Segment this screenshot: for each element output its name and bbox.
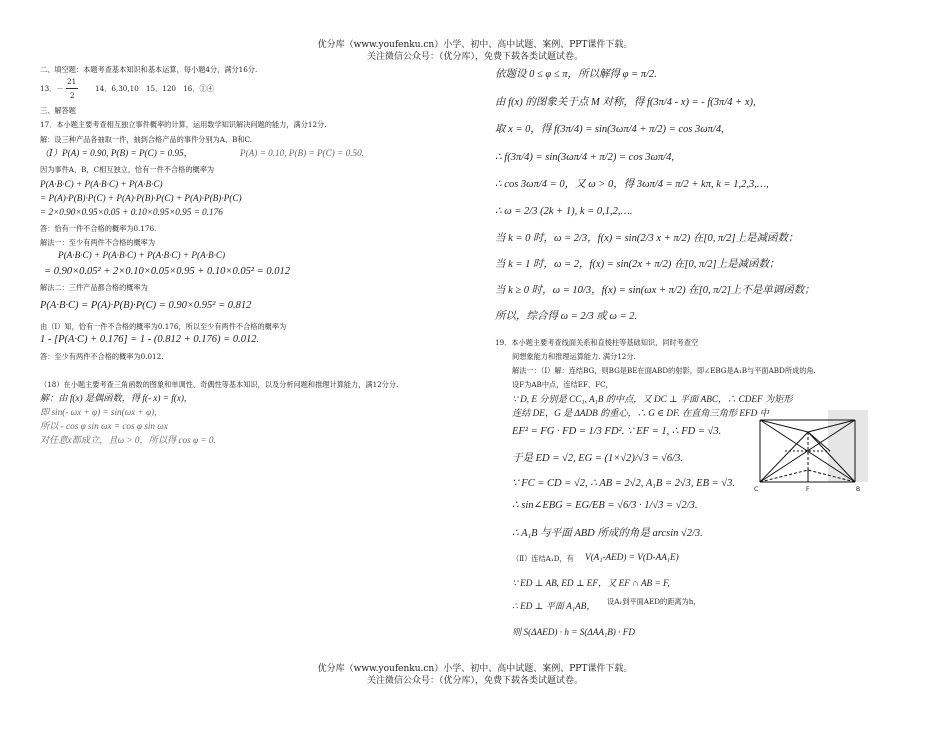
q19-line-5: EF² = FG · FD = 1/3 FD². ∵ EF = 1, ∴ FD = √3. [512, 426, 722, 437]
q17-independence: 因为事件A，B，C相互独立，恰有一件不合格的概率为 [40, 165, 215, 174]
q17-part1-complements: P(A) = 0.10, P(B) = P(C) = 0.50. [240, 148, 364, 158]
q17-eq-2: = P(A)·P(B)·P(C) + P(A)·P(B)·P(C) + P(A)·P(B)·P(C) [40, 193, 242, 203]
q17-from-part1-eq: 1 - [P(A·C) + 0.176] = 1 - (0.812 + 0.176) = 0.012. [40, 334, 260, 345]
figure-label-f: F [806, 486, 810, 492]
q18-intro: （18）在小题主要考查三角函数的图象和单调性、奇偶性等基本知识，以及分析问题和推理计算能力，满12分分. [40, 380, 399, 389]
figure-label-b: B [856, 486, 861, 492]
q19-line-12-eq: ∴ ED ⊥ 平面 A₁AB， [512, 601, 596, 611]
q17-method-1: 解法一：至少有两件不合格的概率为 [40, 238, 156, 247]
q17-eq-1: P(A·B·C) + P(A·B·C) + P(A·B·C) [40, 179, 163, 189]
right-line-1: 依题设 0 ≤ φ ≤ π，所以解得 φ = π/2. [495, 69, 657, 80]
q17-part1-probs: （Ⅰ）P(A) = 0.90, P(B) = P(C) = 0.95， [40, 148, 193, 158]
q17-solution-setup: 解：设三种产品各抽取一件，抽到合格产品的事件分别为A、B和C. [40, 135, 253, 144]
answer-13-label: 13．－ [40, 84, 64, 93]
q19-line-12-text: 设A₁到平面AED的距离为h， [607, 597, 701, 606]
q17-method-1-eq1: P(A·B·C) + P(A·B·C) + P(A·B·C) + P(A·B·C) [58, 250, 226, 260]
q19-line-8: ∴ sin∠EBG = EG/EB = √6/3 · 1/√3 = √2/3. [512, 500, 698, 511]
q17-answer-2: 答：至少有两件不合格的概率为0.012. [40, 352, 164, 361]
right-line-7: 当 k = 0 时，ω = 2/3，f(x) = sin(2/3 x + π/2) 在[0, π/2]上是减函数； [495, 233, 799, 244]
answer-13-numerator: 21 [67, 77, 77, 86]
q17-method-2-eq: P(A·B·C) = P(A)·P(B)·P(C) = 0.90×0.95² = 0.812 [40, 300, 252, 311]
footer-line-2: 关注微信公众号：（优分库），免费下载各类试题试卷。 [366, 676, 583, 686]
right-line-3: 取 x = 0，得 f(3π/4) = sin(3ωπ/4 + π/2) = cos 3ωπ/4, [495, 124, 724, 135]
right-line-5: ∴ cos 3ωπ/4 = 0，又 ω > 0，得 3ωπ/4 = π/2 + kπ, k = 1,2,3,…, [495, 179, 769, 190]
header-line-1: 优分库（www.youfenku.cn）小学、初中、高中试题、案例、PPT课件下载。 [317, 40, 633, 50]
q17-method-2: 解法二：三件产品都合格的概率为 [40, 283, 148, 292]
page-header [0, 39, 950, 63]
q19-line-7: ∵ FC = CD = √2, ∴ AB = 2√2, A₁B = 2√3, EB = √3. [512, 478, 735, 489]
right-line-2: 由 f(x) 的图象关于点 M 对称，得 f(3π/4 - x) = - f(3π/4 + x), [495, 97, 756, 108]
q17-intro: 17．本小题主要考查相互独立事件概率的计算，运用数学知识解决问题的能力，满分12分. [40, 120, 327, 129]
page-footer [0, 663, 950, 687]
figure-shading [828, 410, 868, 482]
q18-line-2: 即 sin(- ωx + φ) = sin(ωx + φ), [40, 407, 157, 417]
q19-line-10-text: （Ⅱ）连结A₁D，有 [512, 554, 574, 563]
q19-line-13: 则 S(ΔAED) · h = S(ΔAA₁B) · FD [512, 627, 635, 637]
right-line-6: ∴ ω = 2/3 (2k + 1), k = 0,1,2,…. [495, 206, 633, 217]
q19-line-9: ∴ A₁B 与平面 ABD 所成的角是 arcsin √2/3. [512, 528, 703, 539]
q19-intro-2: 间想象能力和推理运算能力. 满分12分. [512, 352, 636, 361]
q19-line-3: ∵ D, E 分别是 CC₁, A₁B 的中点，又 DC ⊥ 平面 ABC，∴ CDEF 为矩形 [512, 394, 793, 404]
q19-line-2: 设F为AB中点，连结EF、FC， [512, 380, 613, 389]
fraction-bar [66, 88, 78, 89]
q18-line-1: 解：由 f(x) 是偶函数，得 f(- x) = f(x), [40, 393, 187, 403]
right-line-9: 当 k ≥ 0 时，ω = 10/3，f(x) = sin(ωx + π/2) 在[0, π/2]上不是单调函数； [495, 285, 815, 296]
prism-figure [750, 410, 868, 492]
q19-line-6: 于是 ED = √2, EG = (1×√2)/√3 = √6/3. [512, 453, 683, 464]
q19-line-1: 解法一：（Ⅰ）解：连结BG，则BG是BE在面ABD的射影，即∠EBG是A₁B与平面ABD所成的角. [512, 366, 816, 375]
q19-line-10-eq: V(A₁-AED) = V(D-AA₁E) [585, 552, 679, 562]
right-line-4: ∴ f(3π/4) = sin(3ωπ/4 + π/2) = cos 3ωπ/4, [495, 152, 675, 163]
q18-line-4: 对任意x都成立，且ω > 0，所以得 cos φ = 0. [40, 435, 216, 445]
figure-label-c: C [754, 486, 759, 492]
header-line-2: 关注微信公众号：（优分库），免费下载各类试题试卷。 [366, 52, 583, 62]
right-line-8: 当 k = 1 时，ω = 2，f(x) = sin(2x + π/2) 在[0, π/2]上是减函数； [495, 259, 780, 270]
answer-13-denominator: 2 [70, 91, 75, 100]
q17-from-part1: 由（Ⅰ）知，恰有一件不合格的概率为0.176，所以至少有两件不合格的概率为 [40, 322, 287, 331]
q18-line-3: 所以 - cos φ sin ωx = cos φ sin ωx [40, 421, 168, 431]
q19-line-11: ∵ ED ⊥ AB, ED ⊥ EF，又 EF ∩ AB = F, [512, 578, 670, 588]
answers-14-16: 14．6,30,10 15．120 16．①④ [95, 84, 214, 93]
section3-title: 三、解答题 [40, 106, 76, 115]
q17-eq-3: = 2×0.90×0.95×0.05 + 0.10×0.95×0.95 = 0.176 [40, 207, 223, 217]
q17-method-1-eq2: = 0.90×0.05² + 2×0.10×0.05×0.95 + 0.10×0.05² = 0.012 [44, 266, 290, 277]
footer-line-1: 优分库（www.youfenku.cn）小学、初中、高中试题、案例、PPT课件下载。 [317, 664, 633, 674]
q19-line-4: 连结 DE，G 是 ΔADB 的重心，∴ G ∈ DF. 在直角三角形 EFD 中 [512, 408, 769, 418]
q17-answer-1: 答：恰有一件不合格的概率为0.176. [40, 224, 157, 233]
right-line-10: 所以，综合得 ω = 2/3 或 ω = 2. [495, 311, 638, 322]
section2-title: 二、填空题：本题考查基本知识和基本运算，每小题4分，满分16分. [40, 65, 258, 74]
q19-intro-1: 19．本小题主要考查线面关系和直棱柱等基础知识，同时考查空 [495, 338, 699, 347]
